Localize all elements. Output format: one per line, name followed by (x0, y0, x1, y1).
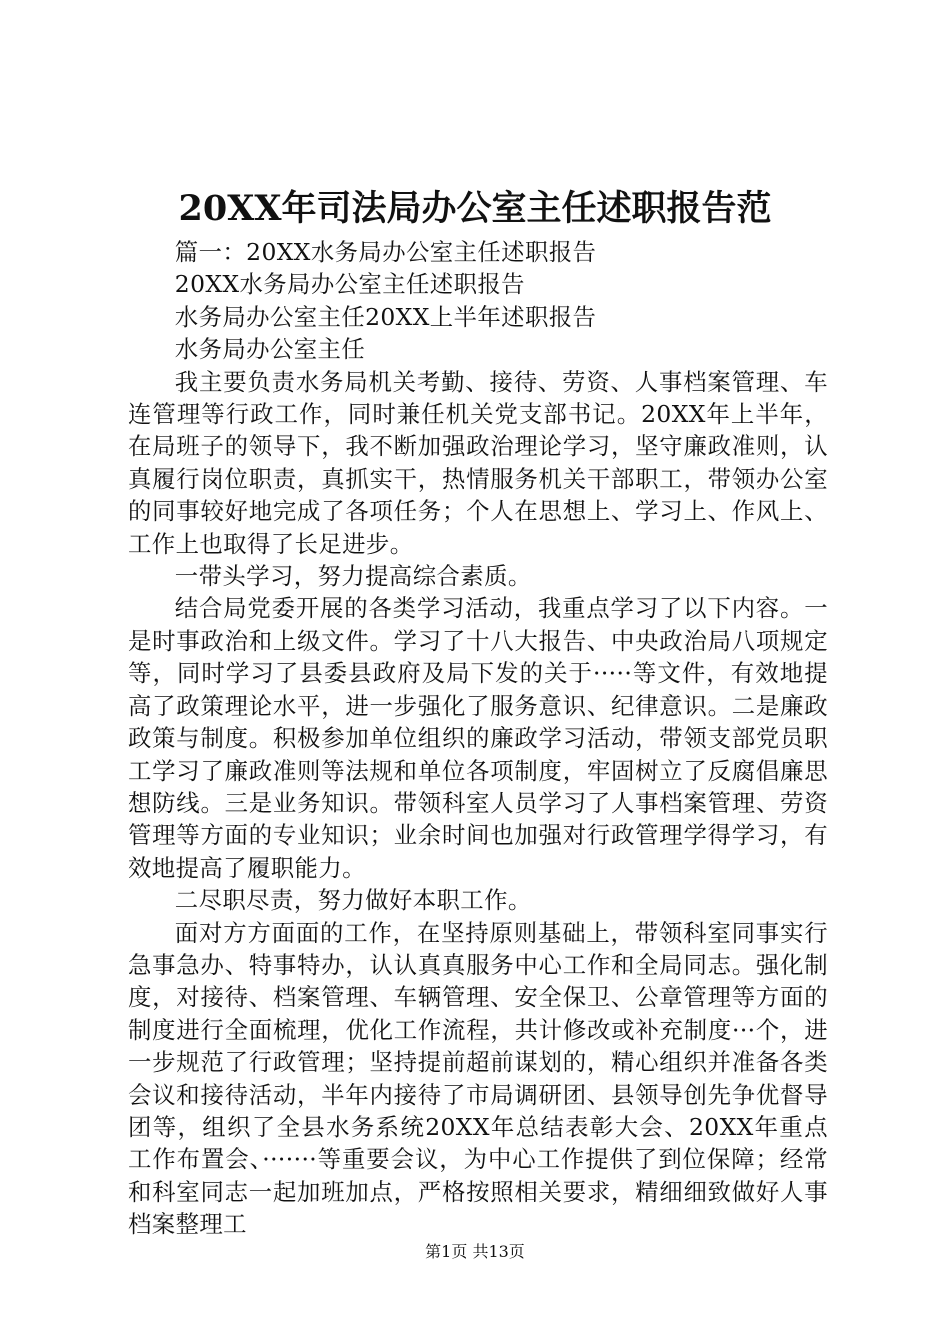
paragraph-heading-4: 水务局办公室主任 (174, 335, 366, 364)
paragraph-section-1-heading: 一带头学习，努力提高综合素质。 (174, 562, 532, 591)
paragraph-section-1-body: 结合局党委开展的各类学习活动，我重点学习了以下内容。一是时事政治和上级文件。学习了十八大报告、中央政治局八项规定等，同时学习了县委县政府及局下发的关于·····等文件，有效地提高了政策理论水平，进一步强化了服务意识、纪律意识。二是廉政政策与制度。积极参加单位组织的廉政学习活动，带领支部党员职工学习了廉政准则等法规和单位各项制度，牢固树立了反腐倡廉思想防线。三是业务知识。带领科室人员学习了人事档案管理、劳资管理等方面的专业知识；业余时间也加强对行政管理学得学习，有效地提高了履职能力。 (128, 594, 828, 882)
page-footer: 第1页 共13页 (425, 1242, 525, 1261)
paragraph-intro: 我主要负责水务局机关考勤、接待、劳资、人事档案管理、车连管理等行政工作，同时兼任机关党支部书记。20XX年上半年，在局班子的领导下，我不断加强政治理论学习，坚守廉政准则，认真履行岗位职责，真抓实干，热情服务机关干部职工，带领办公室的同事较好地完成了各项任务；个人在思想上、学习上、作风上、工作上也取得了长足进步。 (128, 367, 828, 558)
document-body (128, 236, 828, 1241)
document-title: 20XX年司法局办公室主任述职报告范 (178, 188, 772, 229)
paragraph-section-2-heading: 二尽职尽责，努力做好本职工作。 (174, 886, 532, 915)
paragraph-heading-2: 20XX水务局办公室主任述职报告 (174, 270, 525, 299)
paragraph-section-2-body: 面对方方面面的工作，在坚持原则基础上，带领科室同事实行急事急办、特事特办，认认真真服务中心工作和全局同志。强化制度，对接待、档案管理、车辆管理、安全保卫、公章管理等方面的制度进行全面梳理，优化工作流程，共计修改或补充制度···个，进一步规范了行政管理；坚持提前超前谋划的，精心组织并准备各类会议和接待活动，半年内接待了市局调研团、县领导创先争优督导团等，组织了全县水务系统20XX年总结表彰大会、20XX年重点工作布置会、·······等重要会议，为中心工作提供了到位保障；经常和科室同志一起加班加点，严格按照相关要求，精细细致做好人事档案整理工 (128, 918, 828, 1239)
paragraph-heading-1: 篇一：20XX水务局办公室主任述职报告 (174, 238, 597, 266)
paragraph-heading-3: 水务局办公室主任20XX上半年述职报告 (174, 302, 597, 331)
